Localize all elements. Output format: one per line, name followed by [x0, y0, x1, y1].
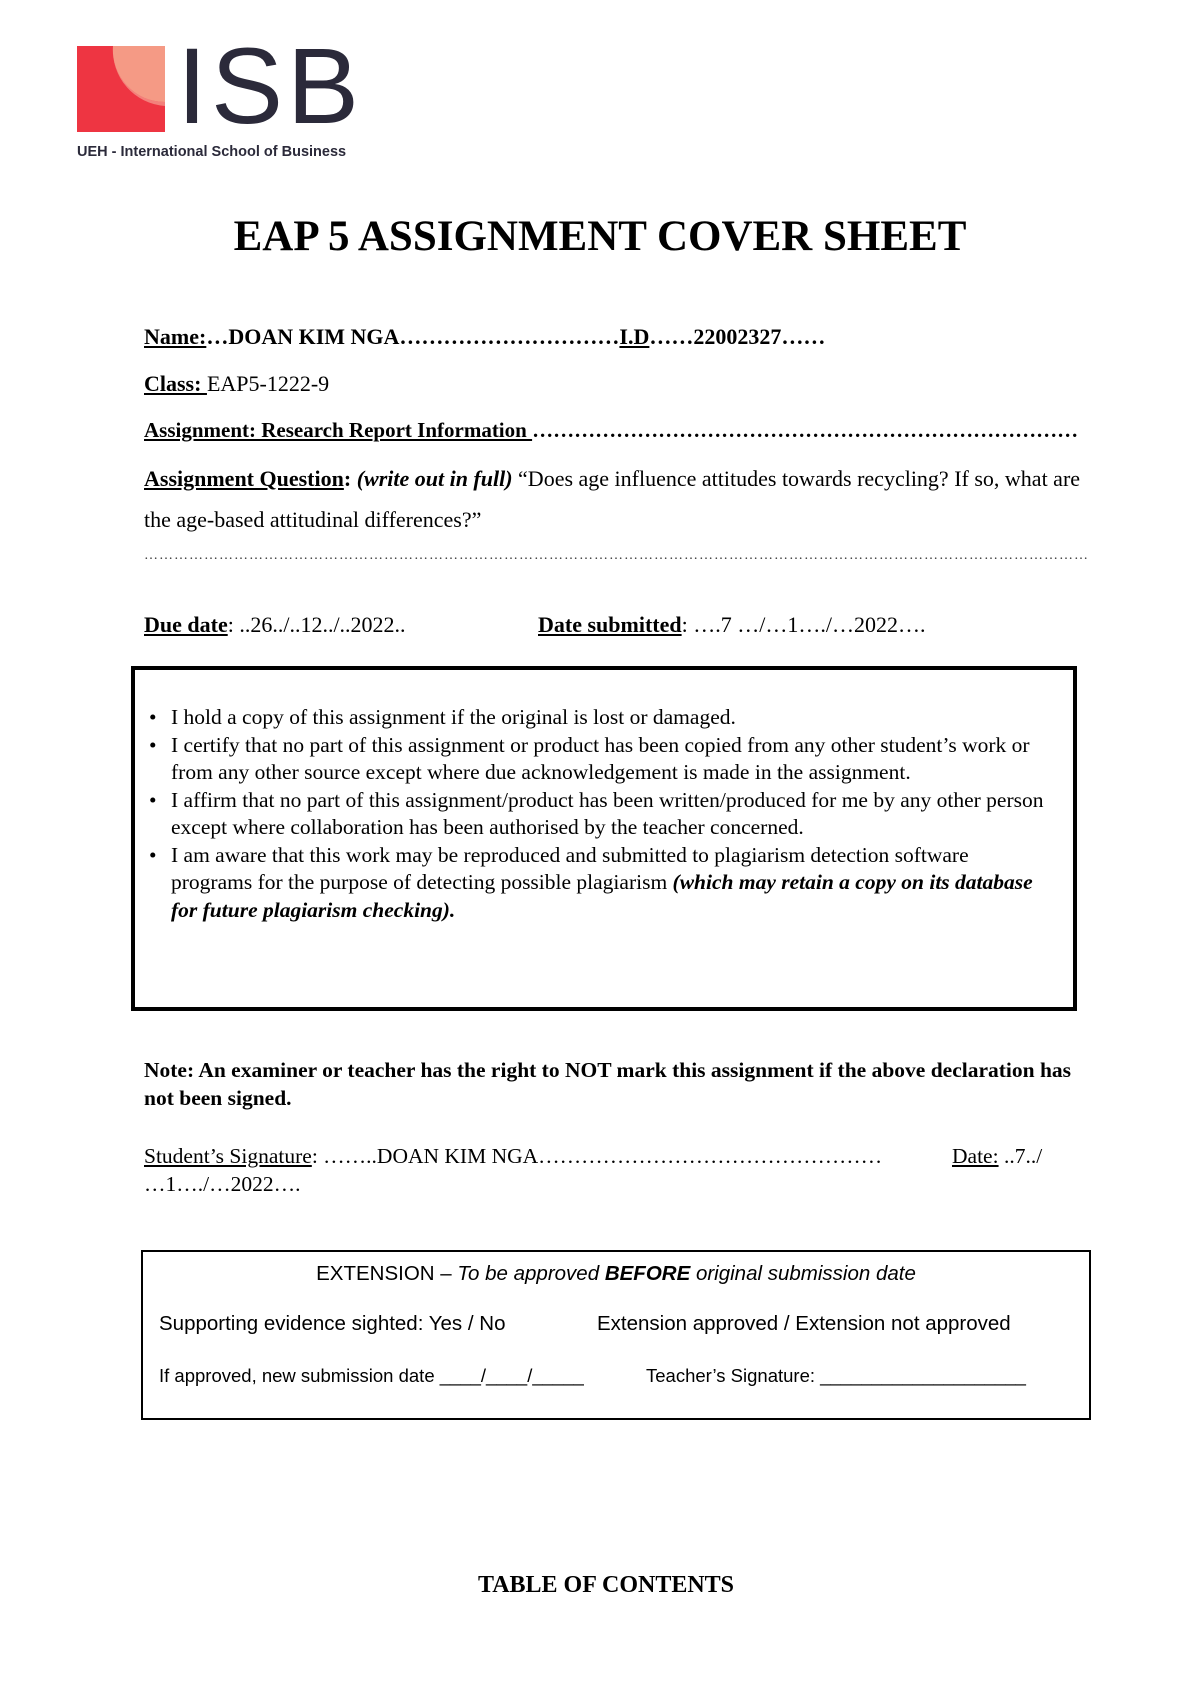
- assignment-dots: ……………………………………………………………………: [532, 418, 1079, 442]
- evidence-sighted: Supporting evidence sighted: Yes / No: [159, 1312, 506, 1335]
- declaration-item: • I hold a copy of this assignment if the original is lost or damaged.: [149, 705, 736, 729]
- isb-logo-mark: [77, 46, 165, 132]
- date-submitted-line: [538, 612, 925, 638]
- signature-date-continued: …1…./…2022….: [144, 1172, 301, 1196]
- question-hint: (write out in full): [356, 466, 513, 491]
- extension-approved: Extension approved / Extension not approved: [597, 1312, 1011, 1335]
- question-label: Assignment Question: [144, 466, 344, 491]
- extension-box: [141, 1250, 1091, 1420]
- date-submitted-value: : ….7 …/…1…./…2022….: [681, 612, 926, 637]
- due-date-line: [144, 612, 406, 638]
- logo-brand-text: ISB: [177, 25, 364, 146]
- due-date-value: : ..26../..12../..2022..: [227, 612, 406, 637]
- signature-line: [144, 1142, 1104, 1198]
- date-submitted-label: Date submitted: [538, 612, 682, 637]
- assignment-line: [144, 417, 1078, 443]
- due-date-label: Due date: [144, 612, 228, 637]
- declaration-list: [147, 704, 1047, 924]
- declaration-emphasis: (which may retain a copy on its database for future plagiarism checking).: [171, 870, 1033, 922]
- signature-date: [952, 1142, 1042, 1170]
- signature-label: Student’s Signature: [144, 1144, 312, 1168]
- extension-title: EXTENSION – To be approved BEFORE original submission date: [316, 1262, 916, 1285]
- declaration-item: • I affirm that no part of this assignment/product has been written/produced for me by any other person except where collaboration has been authorised by the teacher concerned.: [149, 787, 1044, 839]
- assignment-question: Assignment Question: (write out in full) “Does age influence attitudes towards recycling? If so, what are the age-based attitudinal differences?”: [144, 466, 1081, 532]
- declaration-item: • I am aware that this work may be reproduced and submitted to plagiarism detection software programs for the purpose of detecting possible plagiarism (which may retain a copy on its database for future plagiarism checking).: [149, 842, 1033, 922]
- declaration-item: • I certify that no part of this assignment or product has been copied from any other student’s work or from any other source except where due acknowledgement is made in the assignment.: [149, 732, 1030, 784]
- class-label: Class:: [144, 371, 207, 396]
- signature-value: : ……..DOAN KIM NGA…………………………………………: [311, 1144, 883, 1168]
- name-id-line: [144, 324, 825, 350]
- signature-date-label: Date:: [952, 1144, 999, 1168]
- isb-logo: [77, 25, 367, 166]
- id-label: I.D: [619, 324, 650, 349]
- page-title: EAP 5 ASSIGNMENT COVER SHEET: [233, 213, 967, 260]
- logo-subtitle: UEH - International School of Business: [77, 144, 347, 160]
- assignment-label: Assignment: Research Report Information: [144, 418, 533, 442]
- signature-date-value: ..7../: [998, 1144, 1043, 1168]
- declaration-box: [131, 666, 1077, 1011]
- class-line: [144, 371, 329, 397]
- question-dots: ………………………………………………………………………………………………………………………………………………………………………: [144, 548, 1089, 562]
- table-of-contents-heading: TABLE OF CONTENTS: [477, 1572, 735, 1598]
- name-value: …DOAN KIM NGA…………………………: [206, 324, 620, 349]
- question-text: “Does age influence attitudes towards recycling? If so, what are the age-based attitudinal differences?”: [144, 466, 1081, 532]
- new-submission-date: If approved, new submission date ____/____/_____: [159, 1365, 584, 1386]
- teacher-signature: Teacher’s Signature: ____________________: [646, 1365, 1026, 1386]
- class-value: EAP5-1222-9: [206, 371, 330, 396]
- name-label: Name:: [144, 324, 207, 349]
- note-text: Note: An examiner or teacher has the right to NOT mark this assignment if the above declaration has not been signed.: [144, 1058, 1072, 1110]
- id-value: ……22002327……: [649, 324, 826, 349]
